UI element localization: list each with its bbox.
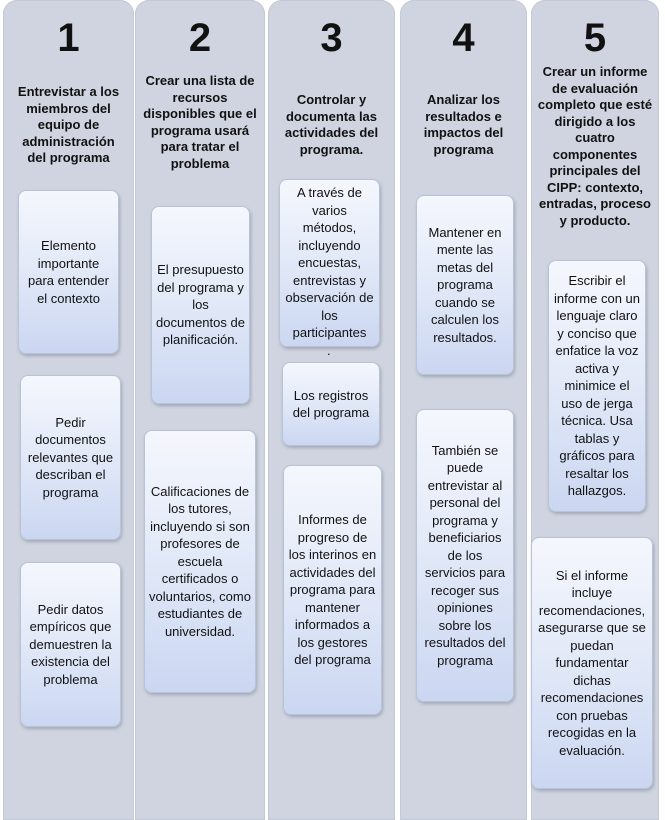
step-number: 5 bbox=[583, 16, 607, 60]
detail-box: Escribir el informe con un lenguaje claro y conciso que enfatice la voz activa y minimice el uso de jerga técnica. Usa tablas y gráficos para resaltar los hallazgos. bbox=[548, 260, 646, 512]
detail-box: A través de varios métodos, incluyendo encuestas, entrevistas y observación de los participantes bbox=[279, 179, 380, 347]
step-title: Controlar y documenta las actividades del programa. bbox=[284, 92, 379, 157]
step-number: 1 bbox=[57, 16, 80, 60]
step-column-4 bbox=[400, 0, 527, 820]
step-title: Entrevistar a los miembros del equipo de administración del programa bbox=[17, 84, 120, 165]
detail-box: Elemento importante para entender el contexto bbox=[18, 190, 119, 354]
detail-box: Calificaciones de los tutores, incluyendo si son profesores de escuela certificados o voluntarios, como estudiantes de universidad. bbox=[144, 430, 256, 693]
step-title: Crear un informe de evaluación completo que esté dirigido a los cuatro componentes principales del CIPP: contexto, entradas, proceso y producto. bbox=[537, 64, 653, 228]
detail-box: Pedir datos empíricos que demuestren la existencia del problema bbox=[20, 562, 121, 727]
detail-box: Informes de progreso de los interinos en actividades del programa para mantener informados a los gestores del programa bbox=[283, 465, 382, 715]
step-title: Analizar los resultados e impactos del programa bbox=[423, 92, 504, 157]
step-column-1 bbox=[3, 0, 134, 820]
detail-box: Mantener en mente las metas del programa cuando se calculen los resultados. bbox=[416, 195, 514, 375]
step-number: 2 bbox=[188, 16, 212, 60]
detail-box: Pedir documentos relevantes que describan el programa bbox=[20, 375, 121, 540]
step-column-5 bbox=[531, 0, 659, 820]
step-number: 4 bbox=[452, 16, 475, 60]
detail-box: Si el informe incluye recomendaciones, asegurarse que se puedan fundamentar dichas recomendaciones con pruebas recogidas en la evaluación. bbox=[531, 537, 653, 789]
step-column-2 bbox=[135, 0, 265, 820]
detail-box: También se puede entrevistar al personal del programa y beneficiarios de los servicios para recoger sus opiniones sobre los resultados del programa bbox=[416, 409, 514, 702]
step-number: 3 bbox=[320, 16, 343, 60]
step-column-3 bbox=[268, 0, 395, 820]
separator-dot: . bbox=[327, 343, 331, 358]
step-title: Crear una lista de recursos disponibles que el programa usará para tratar el problema bbox=[143, 73, 257, 171]
detail-box: El presupuesto del programa y los documentos de planificación. bbox=[151, 206, 250, 404]
detail-box: Los registros del programa bbox=[282, 362, 380, 446]
